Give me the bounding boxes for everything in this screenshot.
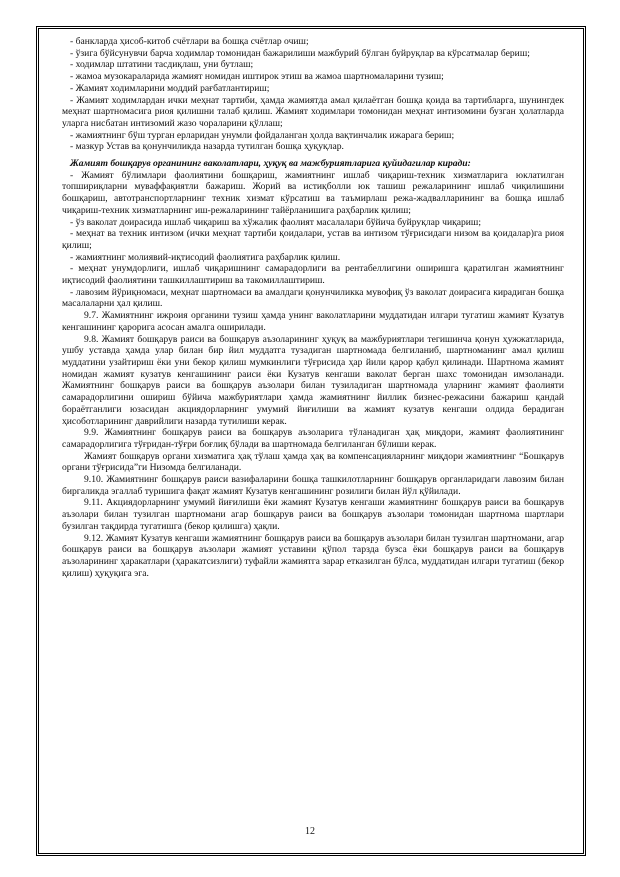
section-heading: Жамият бошқарув органининг ваколатлари, ҳуқуқ ва мажбуриятларига қуйидагилар киради:	[70, 158, 471, 170]
document-body	[62, 36, 564, 579]
clause-9-11: 9.11. Акциядорларнинг умумий йиғилиши ёки жамият Кузатув кенгаши жамиятнинг бошқарув раиси ва бошқарув аъзолари билан тузилган шартномани агар бошқарув раиси ва бошқарув аъзолари томонидан шартнома шартлари бузилган тақдирда тугатишга (бекор қилишга) ҳақли.	[62, 497, 564, 532]
page-number: 12	[305, 826, 315, 837]
list-item: - жамоа музокараларида жамият номидан иштирок этиш ва жамоа шартномаларини тузиш;	[70, 71, 444, 83]
list-item: - жамиятнинг бўш турган ерларидан унумли фойдаланган ҳолда вақтинчалик ижарага бериш;	[70, 129, 455, 141]
list-item: - банкларда ҳисоб-китоб счётлари ва бошқа счётлар очиш;	[70, 36, 309, 47]
list-item: - меҳнат ва техник интизом (ички меҳнат тартиби қоидалари, устав ва интизом тўғрисидаги низом ва қоидалар)га риоя қилиш;	[62, 228, 564, 251]
list-item: - лавозим йўриқномаси, меҳнат шартномаси ва амалдаги қонунчиликка мувофиқ ўз ваколат доирасига кирадиган бошқа масалаларни ҳал қилиш.	[62, 286, 564, 310]
list-item: - ўзига бўйсунувчи барча ходимлар томонидан бажарилиши мажбурий бўлган буйруқлар ва кўрсатмалар бериш;	[70, 47, 530, 59]
clause-9-9: 9.9. Жамиятнинг бошқарув раиси ва бошқарув аъзоларига тўланадиган ҳақ миқдори, жамият фаолиятининг самарадорлигига тўғридан-тўғри боғлиқ бўлади ва шартномада белгиланган бўлиши керак.	[62, 427, 564, 450]
list-item: - Жамият ходимлардан ички меҳнат тартиби, ҳамда жамиятда амал қилаётган бошқа қоида ва тартибларга, шунингдек меҳнат шартномасига риоя қилишни талаб қилиш. Жамият ходимлари томонидан меҳнат интизомини бузган ҳолатларда уларга нисбатан интизомий жазо чораларини қўллаш;	[62, 94, 564, 129]
list-item: - ходимлар штатини тасдиқлаш, уни бутлаш;	[70, 59, 254, 71]
clause-9-12: 9.12. Жамият Кузатув кенгаши жамиятнинг бошқарув раиси ва бошқарув аъзолари билан тузилган шартномани, агар бошқарув раиси ва бошқарув аъзолари жамият уставини қўпол тарзда бузса ёки бошқарув раиси ва бошқарув аъзоларининг ҳаракатлари (ҳаракатсизлиги) туфайли жамиятга зарар етказилган бўлса, муддатидан илгари тугатиш (бекор қилиш) ҳуқуқига эга.	[62, 532, 564, 579]
list-item: - Жамият ходимларини моддий рағбатлантириш;	[70, 82, 270, 94]
clause-9-10: 9.10. Жамиятнинг бошқарув раиси вазифаларини бошқа ташкилотларнинг бошқарув органларидаги лавозим билан биргаликда эгаллаб туришига фақат жамият Кузатув кенгашининг розилиги билан йўл қўйилади.	[62, 474, 564, 497]
paragraph-compensation: Жамият бошқарув органи хизматига ҳақ тўлаш ҳамда ҳақ ва компенсацияларнинг миқдори жамиятнинг “Бошқарув органи тўғрисида”ги Низомда белгиланади.	[62, 450, 564, 474]
clause-9-8: 9.8. Жамият бошқарув раиси ва бошқарув аъзоларининг ҳуқуқ ва мажбуриятлари тегишинча қонун ҳужжатларида, ушбу уставда ҳамда улар билан бир йил муддатга тузадиган шартномада белгиланиб, шартноманинг амал қилиш муддатини узайтириш ёки уни бекор қилиш мумкинлиги тўғрисида ҳар йили қарор қабул қилинади. Шартнома жамият номидан жамият кузатув кенгашининг раиси ёки Кузатув кенгаши ваколат берган шахс томонидан имзоланади. Жамиятнинг бошқарув раиси ва бошқарув аъзолари билан тузиладиган шартномада уларнинг жамият фаолияти самарадорлигини ошириш бўйича мажбуриятлари ҳамда жамиятнинг йиллик бизнес-режасини бажариш қандай бораётганлиги юзасидан акциядорларнинг умумий йиғилиши ва жамият кузатув кенгаши олдида берадиган ҳисоботларининг даврийлиги назарда тутилиши керак.	[62, 333, 564, 427]
list-item: - мазкур Устав ва қонунчиликда назарда тутилган бошқа ҳуқуқлар.	[70, 141, 344, 153]
list-item: - меҳнат унумдорлиги, ишлаб чиқаришнинг самарадорлиги ва рентабеллигини оширишга қаратилган жамиятнинг иқтисодий фаолиятини ташкиллаштириш ва такомиллаштириш.	[62, 263, 564, 287]
clause-9-7: 9.7. Жамиятнинг ижроия органини тузиш ҳамда унинг ваколатларини муддатидан илгари тугатиш жамият Кузатув кенгашининг қарорига асосан амалга оширилади.	[62, 310, 564, 333]
list-item: - Жамият бўлимлари фаолиятини бошқариш, жамиятнинг ишлаб чиқариш-техник хизматларига юклатилган топшириқларни муваффақиятли бажариш. Жорий ва истиқболли юк ташиш режаларининг ишлаб чиқилишини бошқариш, автотранспортларнинг техник хизмат кўрсатиш ва таъмирлаш режа-жадвалларининг ва бошқа ишлаб чиқариш-техник хизматларнинг иш-режаларининг тайёрланишига раҳбарлик қилиш;	[62, 169, 564, 216]
list-item: - жамиятнинг молиявий-иқтисодий фаолиятига раҳбарлик қилиш.	[70, 251, 341, 263]
list-item: - ўз ваколат доирасида ишлаб чиқариш ва хўжалик фаолият масалалари бўйича буйруқлар чиқариш;	[70, 216, 481, 228]
